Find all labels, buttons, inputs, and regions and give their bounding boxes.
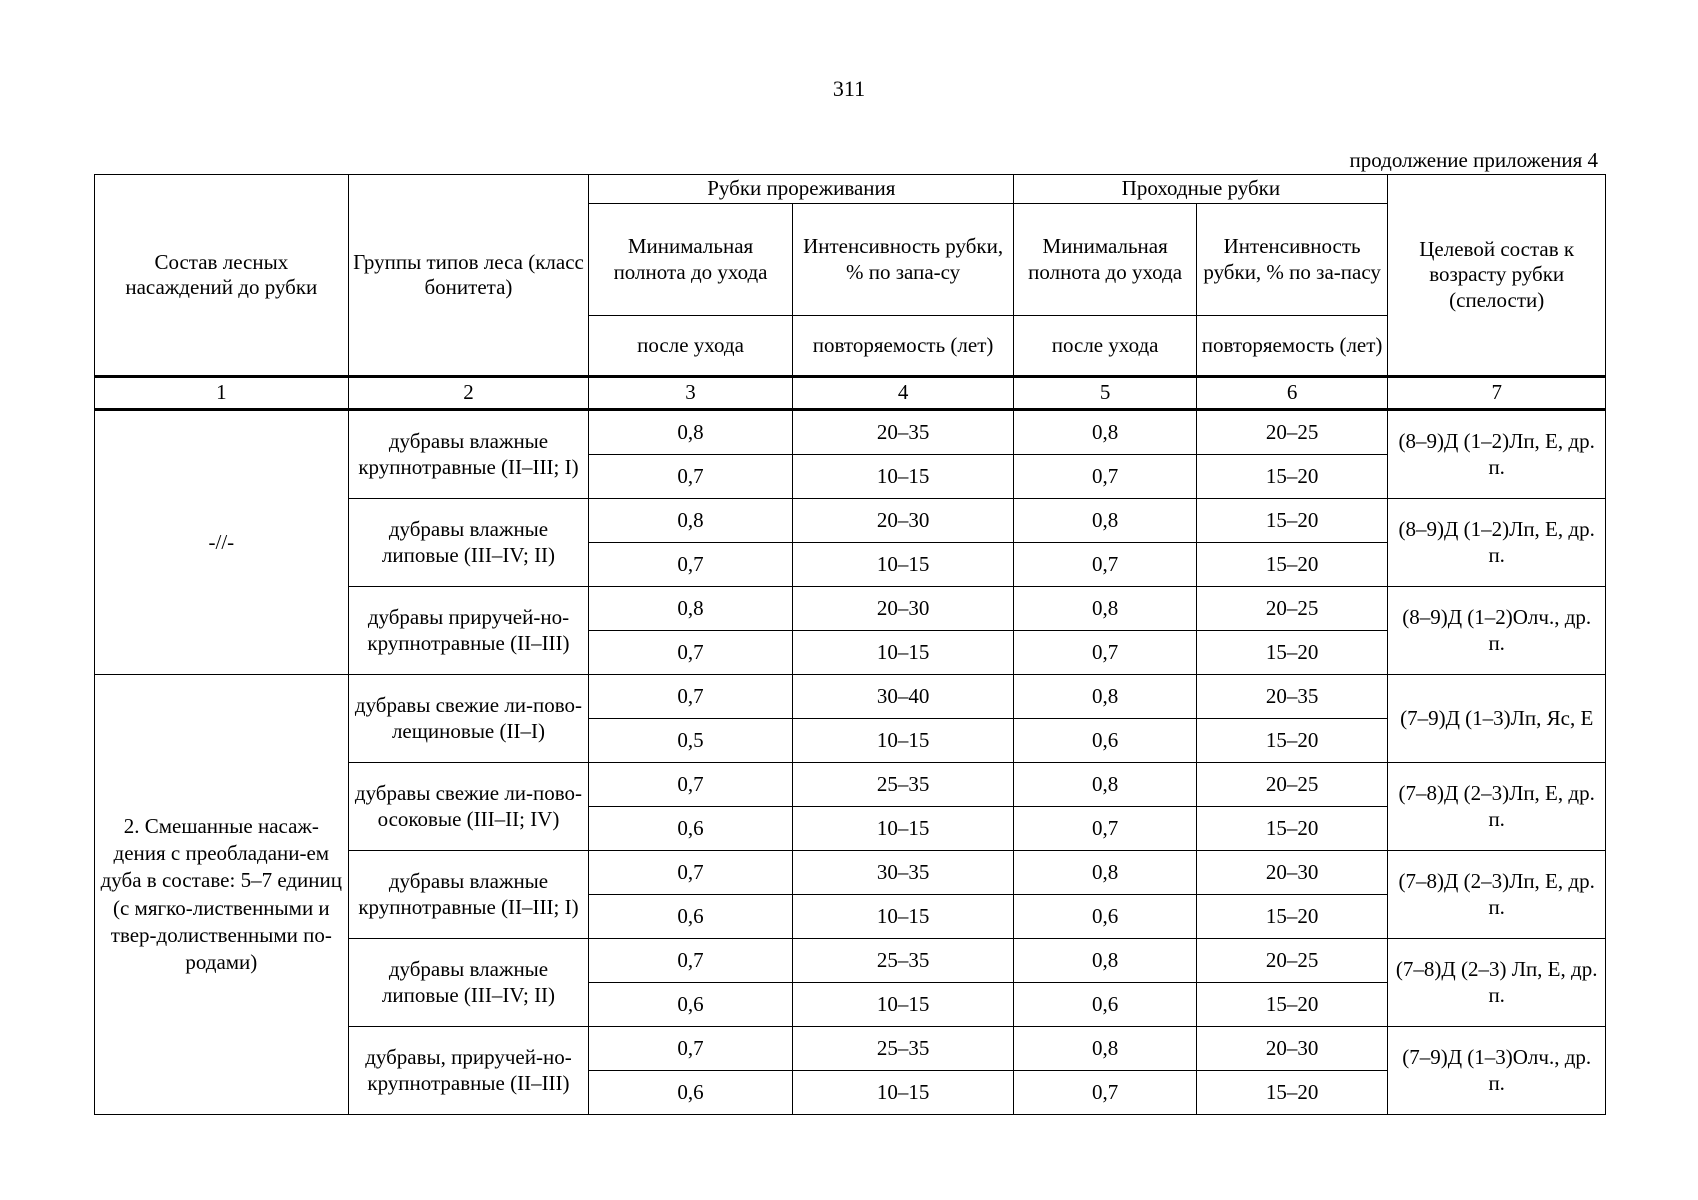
value-cell: 20–30 — [1196, 1027, 1388, 1071]
value-cell: 0,8 — [1014, 1027, 1196, 1071]
value-cell: 20–25 — [1196, 587, 1388, 631]
value-cell: 10–15 — [792, 719, 1014, 763]
value-cell: 15–20 — [1196, 499, 1388, 543]
value-cell: 15–20 — [1196, 631, 1388, 675]
value-cell: 10–15 — [792, 983, 1014, 1027]
value-cell: 10–15 — [792, 631, 1014, 675]
column-number: 4 — [792, 377, 1014, 410]
value-cell: 10–15 — [792, 895, 1014, 939]
value-cell: 0,8 — [589, 410, 793, 455]
value-cell: 0,7 — [589, 851, 793, 895]
value-cell: 0,8 — [589, 587, 793, 631]
value-cell: 0,7 — [589, 675, 793, 719]
value-cell: 0,6 — [589, 1071, 793, 1115]
value-cell: 0,7 — [589, 455, 793, 499]
value-cell: 0,6 — [1014, 719, 1196, 763]
value-cell: 20–30 — [792, 587, 1014, 631]
value-cell: 0,8 — [1014, 763, 1196, 807]
table-row — [95, 675, 1606, 719]
column-number: 5 — [1014, 377, 1196, 410]
header-min-density: Минимальная полнота до ухода — [589, 204, 793, 316]
column-number: 1 — [95, 377, 349, 410]
value-cell: 15–20 — [1196, 895, 1388, 939]
value-cell: 0,7 — [1014, 1071, 1196, 1115]
value-cell: 0,8 — [1014, 675, 1196, 719]
value-cell: 10–15 — [792, 807, 1014, 851]
value-cell: 10–15 — [792, 455, 1014, 499]
composition-cell: 2. Смешанные насаж-дения с преобладани-ем дуба в составе: 5–7 единиц (с мягко-лиственными и твер-долиственными по-родами) — [95, 675, 349, 1115]
forest-type-cell: дубравы влажные липовые (III–IV; II) — [348, 939, 589, 1027]
forest-type-cell: дубравы приручей-но-крупнотравные (II–III) — [348, 587, 589, 675]
forest-type-cell: дубравы свежие ли-пово-лещиновые (II–I) — [348, 675, 589, 763]
page-number: 311 — [832, 76, 866, 101]
value-cell: 25–35 — [792, 763, 1014, 807]
value-cell: 0,8 — [1014, 939, 1196, 983]
appendix-caption: продолжение приложения 4 — [1349, 148, 1598, 172]
header-intensity-passage: Интенсивность рубки, % по за-пасу — [1196, 204, 1388, 316]
value-cell: 0,8 — [1014, 587, 1196, 631]
column-number: 2 — [348, 377, 589, 410]
forest-type-cell: дубравы, приручей-но-крупнотравные (II–III) — [348, 1027, 589, 1115]
column-number: 7 — [1388, 377, 1606, 410]
value-cell: 0,7 — [589, 939, 793, 983]
forestry-table — [94, 174, 1606, 1115]
header-target-composition: Целевой состав к возрасту рубки (спелости) — [1388, 175, 1606, 377]
target-composition-cell: (8–9)Д (1–2)Олч., др. п. — [1388, 587, 1606, 675]
value-cell: 0,6 — [1014, 895, 1196, 939]
value-cell: 0,8 — [589, 499, 793, 543]
table-body — [95, 410, 1606, 1115]
value-cell: 20–25 — [1196, 939, 1388, 983]
column-number-row — [95, 377, 1606, 410]
header-repeat-passage: повторяемость (лет) — [1196, 316, 1388, 377]
value-cell: 30–35 — [792, 851, 1014, 895]
header-forest-type: Группы типов леса (класс бонитета) — [348, 175, 589, 377]
value-cell: 25–35 — [792, 939, 1014, 983]
value-cell: 10–15 — [792, 543, 1014, 587]
value-cell: 0,6 — [589, 807, 793, 851]
value-cell: 20–35 — [1196, 675, 1388, 719]
header-intensity-thinning: Интенсивность рубки, % по запа-су — [792, 204, 1014, 316]
header-passage-group: Проходные рубки — [1014, 175, 1388, 204]
target-composition-cell: (7–9)Д (1–3)Олч., др. п. — [1388, 1027, 1606, 1115]
column-number: 3 — [589, 377, 793, 410]
value-cell: 20–35 — [792, 410, 1014, 455]
value-cell: 0,7 — [1014, 631, 1196, 675]
header-min-density-passage: Минимальная полнота до ухода — [1014, 204, 1196, 316]
header-thinning-group: Рубки прореживания — [589, 175, 1014, 204]
value-cell: 0,8 — [1014, 499, 1196, 543]
target-composition-cell: (7–8)Д (2–3)Лп, Е, др. п. — [1388, 763, 1606, 851]
value-cell: 15–20 — [1196, 455, 1388, 499]
value-cell: 0,6 — [589, 983, 793, 1027]
table-header — [95, 175, 1606, 410]
header-repeat: повторяемость (лет) — [792, 316, 1014, 377]
value-cell: 0,7 — [1014, 543, 1196, 587]
forest-type-cell: дубравы свежие ли-пово-осоковые (III–II; IV) — [348, 763, 589, 851]
value-cell: 0,6 — [589, 895, 793, 939]
value-cell: 0,7 — [589, 1027, 793, 1071]
value-cell: 15–20 — [1196, 983, 1388, 1027]
value-cell: 0,7 — [1014, 455, 1196, 499]
target-composition-cell: (7–9)Д (1–3)Лп, Яс, Е — [1388, 675, 1606, 763]
value-cell: 15–20 — [1196, 1071, 1388, 1115]
value-cell: 15–20 — [1196, 719, 1388, 763]
value-cell: 0,7 — [589, 631, 793, 675]
value-cell: 10–15 — [792, 1071, 1014, 1115]
header-composition: Состав лесных насаждений до рубки — [95, 175, 349, 377]
value-cell: 0,8 — [1014, 410, 1196, 455]
forest-type-cell: дубравы влажные липовые (III–IV; II) — [348, 499, 589, 587]
composition-cell: -//- — [95, 410, 349, 675]
value-cell: 30–40 — [792, 675, 1014, 719]
header-after-care: после ухода — [589, 316, 793, 377]
forest-type-cell: дубравы влажные крупнотравные (II–III; I) — [348, 410, 589, 499]
value-cell: 20–30 — [792, 499, 1014, 543]
value-cell: 20–30 — [1196, 851, 1388, 895]
target-composition-cell: (8–9)Д (1–2)Лп, Е, др. п. — [1388, 410, 1606, 499]
value-cell: 0,7 — [589, 763, 793, 807]
value-cell: 15–20 — [1196, 807, 1388, 851]
value-cell: 0,6 — [1014, 983, 1196, 1027]
value-cell: 20–25 — [1196, 410, 1388, 455]
value-cell: 0,7 — [589, 543, 793, 587]
value-cell: 0,5 — [589, 719, 793, 763]
value-cell: 25–35 — [792, 1027, 1014, 1071]
value-cell: 0,7 — [1014, 807, 1196, 851]
value-cell: 20–25 — [1196, 763, 1388, 807]
value-cell: 0,8 — [1014, 851, 1196, 895]
target-composition-cell: (7–8)Д (2–3)Лп, Е, др. п. — [1388, 851, 1606, 939]
header-after-care-passage: после ухода — [1014, 316, 1196, 377]
forest-type-cell: дубравы влажные крупнотравные (II–III; I) — [348, 851, 589, 939]
column-number: 6 — [1196, 377, 1388, 410]
target-composition-cell: (8–9)Д (1–2)Лп, Е, др. п. — [1388, 499, 1606, 587]
table-row — [95, 410, 1606, 455]
target-composition-cell: (7–8)Д (2–3) Лп, Е, др. п. — [1388, 939, 1606, 1027]
value-cell: 15–20 — [1196, 543, 1388, 587]
